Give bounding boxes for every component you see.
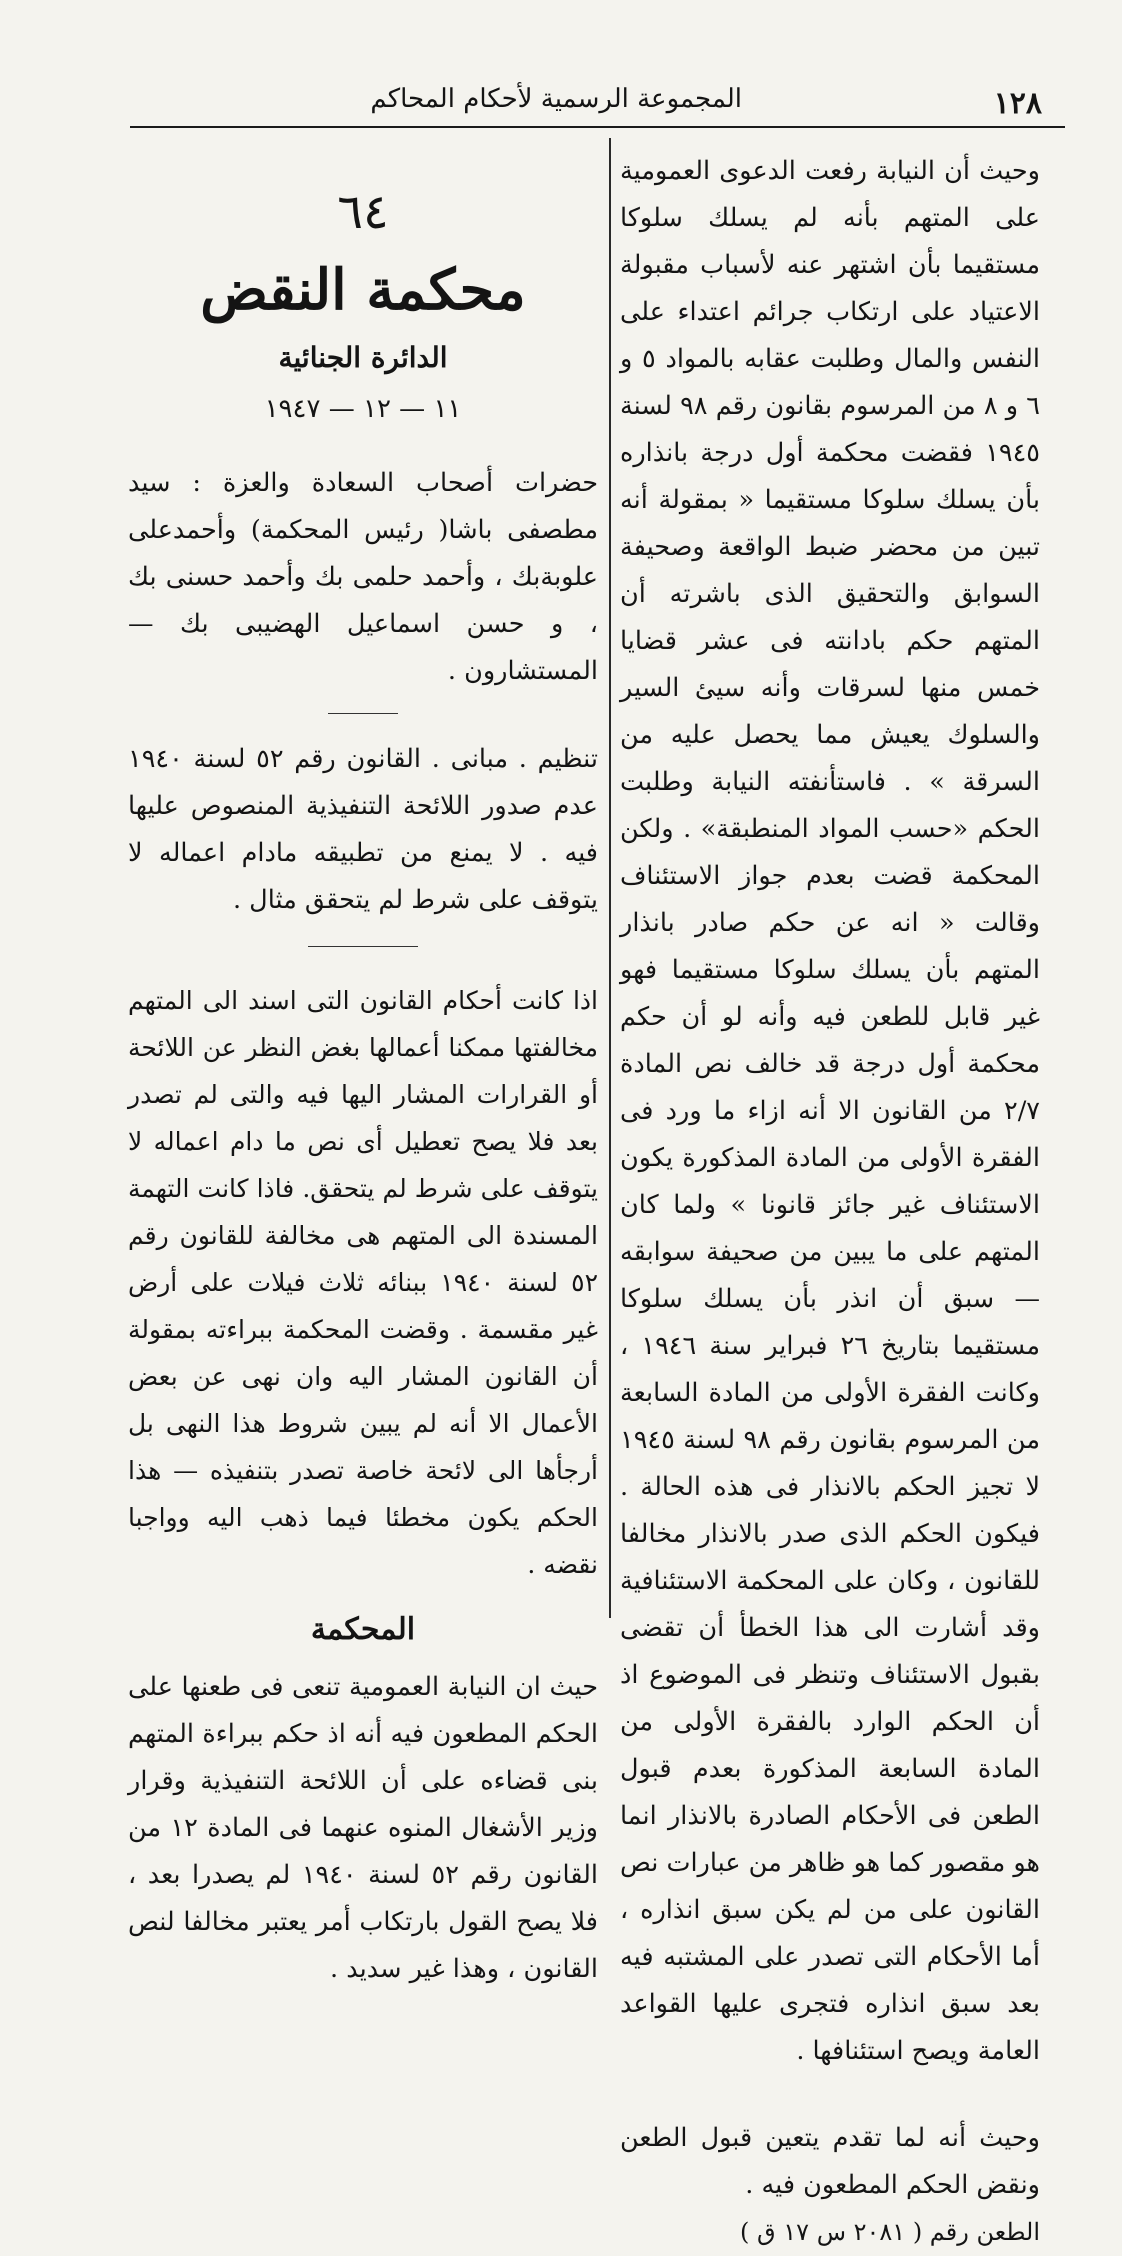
legal-summary: اذا كانت أحكام القانون التى اسند الى المتهم مخالفتها ممكنا أعمالها بغض النظر عن اللائحة أو القرارات المشار اليها فيه والتى لم تصدر بعد فلا يصح تعطيل أى نص ما دام اعماله لا يتوقف على شرط لم يتحقق. فاذا كانت التهمة المسندة الى المتهم هى مخالفة للقانون رقم ٥٢ لسنة ١٩٤٠ ببنائه ثلاث فيلات على أرض غير مقسمة . وقضت المحكمة ببراءته بمقولة أن القانون المشار اليه وان نهى عن بعض الأعمال الا أنه لم يبين شروط هذا النهى بل أرجأها الى لائحة خاصة تصدر بتنفيذه — هذا الحكم يكون مخطئا فيما ذهب اليه وواجبا نقضه . (128, 986, 598, 1579)
bench-members: حضرات أصحاب السعادة والعزة : سيد مطصفى باشا( رئيس المحكمة) وأحمدعلى علوبةبك ، وأحمد حلمى بك وأحمد حسنى بك ، و حسن اسماعيل الهضيبى بك — المستشارون . (128, 468, 598, 686)
left-column (128, 180, 598, 1993)
separator-rule (328, 713, 398, 714)
court-reasoning: حيث ان النيابة العمومية تنعى فى طعنها على الحكم المطعون فيه أنه اذ حكم ببراءة المتهم بنى قضاءه على أن اللائحة التنفيذية وقرار وزير الأشغال المنوه عنهما فى المادة ١٢ من القانون رقم ٥٢ لسنة ١٩٤٠ لم يصدرا بعد ، فلا يصح القول بارتكاب أمر يعتبر مخالفا لنص القانون ، وهذا غير سديد . (128, 1672, 598, 1984)
page-header (128, 70, 1042, 122)
right-column-body: وحيث أن النيابة رفعت الدعوى العمومية على المتهم بأنه لم يسلك سلوكا مستقيما بأن اشتهر عنه لأسباب مقبولة الاعتياد على ارتكاب جرائم اعتداء على النفس والمال وطلبت عقابه بالمواد ٥ و ٦ و ٨ من المرسوم بقانون رقم ٩٨ لسنة ١٩٤٥ فقضت محكمة أول درجة بانذاره بأن يسلك سلوكا مستقيما « بمقولة أنه تبين من محضر ضبط الواقعة وصحيفة السوابق والتحقيق الذى باشرته أن المتهم حكم بادانته فى عشر قضايا خمس منها لسرقات وأنه سيئ السير والسلوك يعيش مما يحصل عليه من السرقة » . فاستأنفته النيابة وطلبت الحكم «حسب المواد المنطبقة» . ولكن المحكمة قضت بعدم جواز الاستئناف وقالت « انه عن حكم صادر بانذار المتهم بأن يسلك سلوكا مستقيما فهو غير قابل للطعن فيه وأنه لو أن حكم محكمة أول درجة قد خالف نص المادة ٢/٧ من القانون الا أنه ازاء ما ورد فى الفقرة الأولى من المادة المذكورة يكون الاستئناف غير جائز قانونا » ولما كان المتهم على ما يبين من صحيفة سوابقه — سبق أن انذر بأن يسلك سلوكا مستقيما بتاريخ ٢٦ فبراير سنة ١٩٤٦ ، وكانت الفقرة الأولى من المادة السابعة من المرسوم بقانون رقم ٩٨ لسنة ١٩٤٥ لا تجيز الحكم بالانذار فى هذه الحالة . فيكون الحكم الذى صدر بالانذار مخالفا للقانون ، وكان على المحكمة الاستئنافية وقد أشارت الى هذا الخطأ أن تقضى بقبول الاستئناف وتنظر فى الموضوع اذ أن الحكم الوارد بالفقرة الأولى من المادة السابعة المذكورة بعدم قبول الطعن فى الأحكام الصادرة بالانذار انما هو مقصور كما هو ظاهر من عبارات نص القانون على من لم يكن سبق انذاره ، أما الأحكام التى تصدر على المشتبه فيه بعد سبق انذاره فتجرى عليها القواعد العامة ويصح استئنافها . (620, 156, 1040, 2066)
section-title: المحكمة (310, 1612, 416, 1647)
separator-rule (308, 946, 418, 947)
headnote: تنظيم . مبانى . القانون رقم ٥٢ لسنة ١٩٤٠ عدم صدور اللائحة التنفيذية المنصوص عليها فيه . لا يمنع من تطبيقه مادام اعماله لا يتوقف على شرط لم يتحقق مثال . (128, 744, 598, 915)
session-date: ١١ — ١٢ — ١٩٤٧ (264, 394, 462, 424)
header-rule (130, 126, 1065, 128)
running-title: المجموعة الرسمية لأحكام المحاكم (370, 84, 742, 114)
court-name: محكمة النقض (200, 257, 526, 323)
column-divider (609, 138, 611, 1618)
closing-paragraph: وحيث أنه لما تقدم يتعين قبول الطعن ونقض الحكم المطعون فيه . (620, 2123, 1040, 2200)
right-column (620, 148, 1040, 2256)
page-number: ١٢٨ (993, 86, 1042, 121)
case-number: ٦٤ (337, 184, 389, 240)
circuit-name: الدائرة الجنائية (278, 341, 448, 374)
case-reference: الطعن رقم ( ٢٠٨١ س ١٧ ق ) (740, 2218, 1040, 2246)
